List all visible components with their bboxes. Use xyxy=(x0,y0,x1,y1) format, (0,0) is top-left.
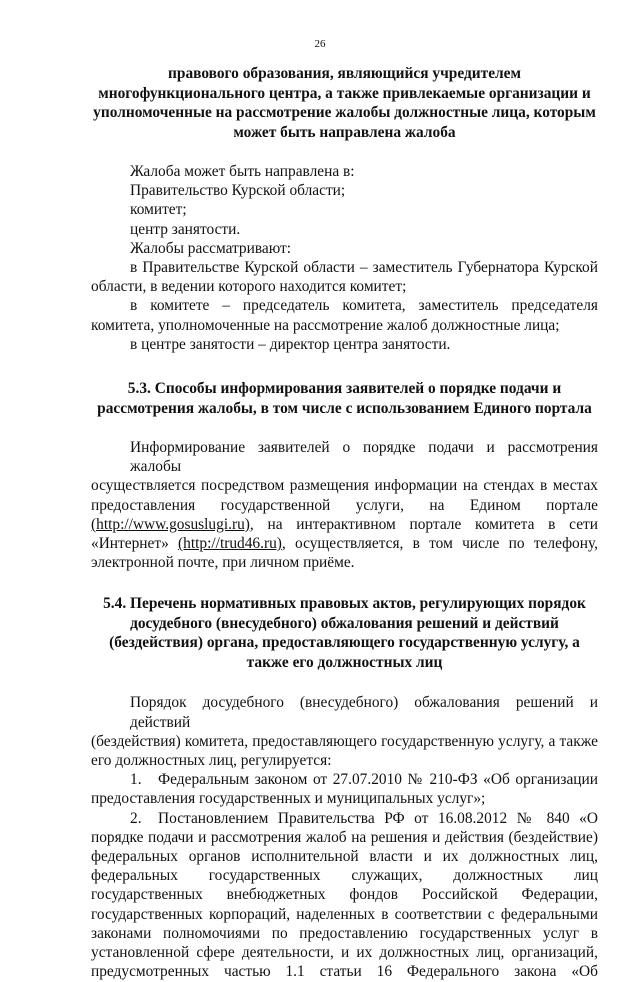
page-number: 26 xyxy=(314,38,326,50)
paragraph-line: его должностных лиц, регулируется: xyxy=(91,752,332,770)
gosuslugi-link[interactable]: (http://www.gosuslugi.ru) xyxy=(91,515,250,533)
section-heading-5-3 xyxy=(91,379,598,418)
complaint-target-item: центр занятости. xyxy=(130,220,241,238)
regulation-line: предусмотренных частью 1.1 статьи 16 Федерального закона «Об xyxy=(91,963,598,981)
paragraph-line: Порядок досудебного (внесудебного) обжалования решений и действий xyxy=(130,694,598,731)
regulation-line: федеральных органов исполнительной власти и их должностных лиц, xyxy=(91,848,598,866)
heading-line: также его должностных лиц xyxy=(246,653,443,671)
regulation-line: установленной сфере деятельности, и их должностных лиц, организаций, xyxy=(91,944,598,962)
regulation-line: предоставления государственных и муниципальных услуг»; xyxy=(91,790,486,808)
regulation-intro xyxy=(91,693,598,770)
paragraph-line: Информирование заявителей о порядке подачи и рассмотрения жалобы xyxy=(130,439,598,476)
trud46-link[interactable]: (http://trud46.ru) xyxy=(178,535,282,553)
heading-line: рассмотрения жалобы, в том числе с использованием Единого портала xyxy=(97,399,592,417)
reviewer-line: в Правительстве Курской области – заместитель Губернатора Курской xyxy=(130,259,598,277)
complaint-intro: Жалоба может быть направлена в: xyxy=(130,163,355,180)
regulation-item-1-first-line xyxy=(91,770,598,789)
regulation-line: государственных внебюджетных фондов Российской Федерации, xyxy=(91,886,598,904)
regulation-line: федеральных государственных служащих, должностных лиц xyxy=(91,867,598,885)
paragraph-text: «Интернет» xyxy=(91,535,179,553)
paragraph-line: (бездействия) комитета, предоставляющего государственную услугу, а также xyxy=(91,732,598,750)
regulation-line: законами полномочиями по предоставлению государственных услуг в xyxy=(91,924,598,942)
paragraph-line: электронной почте, при личном приёме. xyxy=(91,554,355,572)
paragraph-line xyxy=(91,515,598,534)
regulation-text: Постановлением Правительства РФ от 16.08.2012 № 840 «О xyxy=(158,809,598,827)
heading-line: уполномоченные на рассмотрение жалобы должностные лица, которым xyxy=(93,104,596,121)
heading-line: правового образования, являющийся учредителем xyxy=(168,65,521,82)
heading-line: многофункционального центра, а также привлекаемые организации и xyxy=(98,84,591,102)
paragraph-line xyxy=(91,534,598,553)
page-content xyxy=(91,64,598,982)
reviewer-line: в центре занятости – директор центра занятости. xyxy=(130,335,451,353)
reviewers-intro: Жалобы рассматривают: xyxy=(130,239,292,257)
regulation-line: порядке подачи и рассмотрения жалоб на решения и действия (бездействие) xyxy=(91,828,598,846)
reviewer-line: комитета, уполномоченные на рассмотрение жалоб должностные лица; xyxy=(91,316,560,334)
paragraph-line: осуществляется посредством размещения информации на стендах в местах xyxy=(91,477,598,495)
reviewer-line: области, в ведении которого находится комитет; xyxy=(91,278,407,296)
regulation-number: 1. xyxy=(130,771,142,789)
complaint-target-item: Правительство Курской области; xyxy=(130,182,346,200)
heading-line: (бездействия) органа, предоставляющего государственную услугу, а xyxy=(109,634,580,652)
regulations-list xyxy=(91,770,598,981)
paragraph-text: , на интерактивном портале комитета в сети xyxy=(249,515,598,533)
section-heading-5-4 xyxy=(91,594,598,672)
heading-line: 5.4. Перечень нормативных правовых актов, регулирующих порядок xyxy=(103,595,586,613)
paragraph-text: , осуществляется, в том числе по телефону, xyxy=(281,535,598,553)
heading-line: досудебного (внесудебного) обжалования решений и действий xyxy=(130,614,559,632)
reviewer-line: в комитете – председатель комитета, заместитель председателя xyxy=(130,297,598,315)
paragraph-line: предоставления государственной услуги, на Едином портале xyxy=(91,496,598,514)
regulation-text: Федеральным законом от 27.07.2010 № 210-ФЗ «Об организации xyxy=(158,771,598,789)
complaint-target-item: комитет; xyxy=(130,201,187,219)
section-heading-complaint-addressees xyxy=(91,64,598,142)
heading-line: 5.3. Способы информирования заявителей о порядке подачи и xyxy=(127,380,562,398)
regulation-line: государственных корпораций, наделенных в соответствии с федеральными xyxy=(91,905,598,923)
regulation-item-2-first-line xyxy=(91,809,598,828)
regulation-number: 2. xyxy=(130,809,142,827)
info-paragraph xyxy=(91,438,598,572)
heading-line: может быть направлена жалоба xyxy=(233,123,456,141)
complaint-targets xyxy=(91,162,598,354)
